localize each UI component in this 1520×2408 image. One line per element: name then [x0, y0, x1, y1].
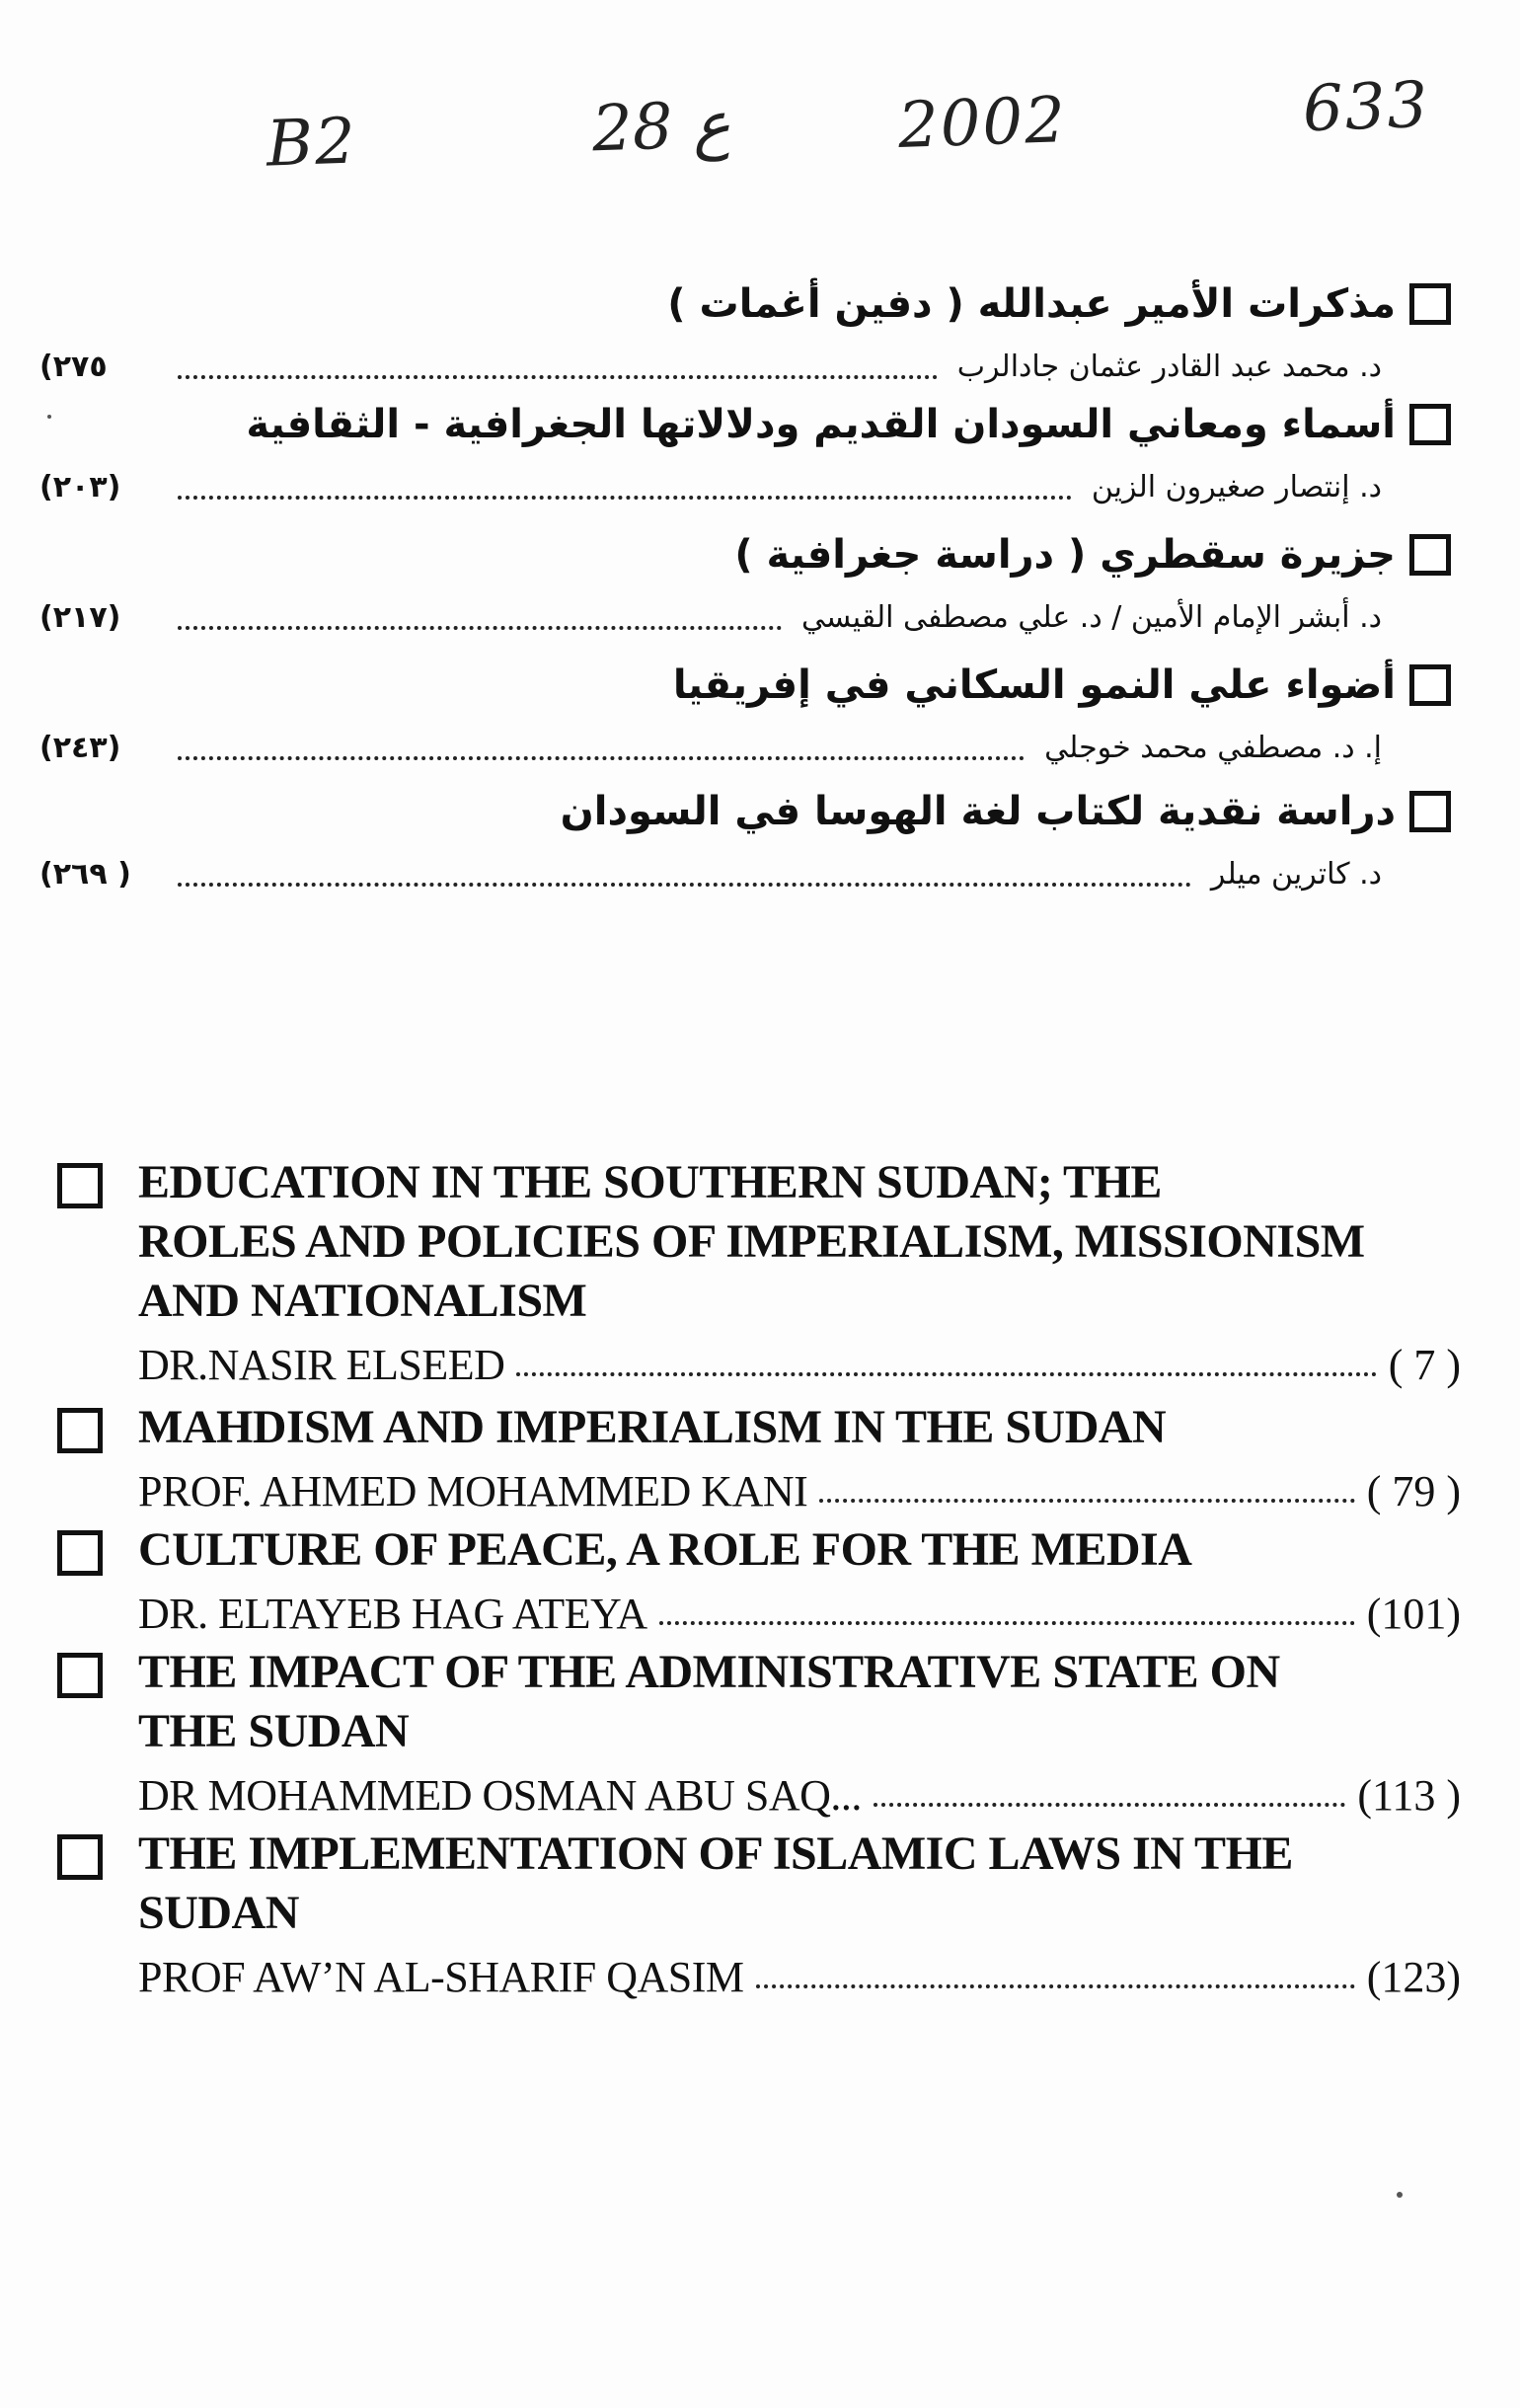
arabic-entry-author: د. أبشر الإمام الأمين / د. علي مصطفى القيسي — [800, 599, 1382, 635]
english-entry-page: (123) — [1366, 1953, 1461, 2001]
arabic-entry-page: (٢٧٥ — [39, 349, 108, 384]
english-entry-title: THE IMPACT OF THE ADMINISTRATIVE STATE ON THE SUDAN — [138, 1646, 1280, 1757]
checkbox[interactable] — [57, 1653, 103, 1698]
checkbox[interactable] — [57, 1163, 103, 1208]
english-entry-author: PROF AW’N AL-SHARIF QASIM — [138, 1953, 744, 2001]
dot-leader — [178, 474, 1072, 500]
arabic-entry-title: جزيرة سقطري ( دراسة جغرافية ) — [734, 532, 1396, 578]
english-entry-author: DR.NASIR ELSEED — [138, 1341, 505, 1389]
arabic-entry-title: أضواء علي النمو السكاني في إفريقيا — [672, 662, 1396, 708]
dot-leader — [178, 861, 1191, 887]
arabic-entry-title: مذكرات الأمير عبدالله ( دفين أغمات ) — [667, 281, 1396, 327]
arabic-entry-title: أسماء ومعاني السودان القديم ودلالاتها الجغرافية - الثقافية — [246, 402, 1396, 447]
english-entry-author: DR MOHAMMED OSMAN ABU SAQ... — [138, 1771, 862, 1820]
arabic-entry-author: د. محمد عبد القادر عثمان جادالرب — [956, 349, 1382, 384]
english-entry-page: (101) — [1366, 1590, 1461, 1638]
arabic-entry-page: (٢٠٣) — [39, 469, 121, 505]
english-entry-author: DR. ELTAYEB HAG ATEYA — [138, 1590, 647, 1638]
dot-leader — [659, 1621, 1355, 1625]
dot-leader — [819, 1499, 1354, 1503]
checkbox[interactable] — [1409, 791, 1451, 832]
scan-speck — [1397, 2192, 1403, 2198]
arabic-entry-author: إ. د. مصطفي محمد خوجلي — [1044, 730, 1382, 765]
handwritten-number: 633 — [1301, 68, 1431, 147]
handwritten-volume: 28 ع — [590, 88, 732, 167]
english-entry-page: (113 ) — [1357, 1771, 1461, 1820]
dot-leader — [516, 1372, 1376, 1376]
dot-leader — [756, 1984, 1355, 1988]
arabic-entry-title: دراسة نقدية لكتاب لغة الهوسا في السودان — [560, 789, 1396, 834]
handwritten-series: B2 — [265, 105, 359, 182]
english-entry-page: ( 7 ) — [1388, 1341, 1461, 1389]
dot-leader — [178, 604, 782, 630]
checkbox[interactable] — [1409, 664, 1451, 706]
english-entry-title: MAHDISM AND IMPERIALISM IN THE SUDAN — [138, 1401, 1167, 1453]
dot-leader — [178, 735, 1025, 760]
arabic-entry-page: (٢٦٩ ) — [39, 856, 131, 892]
english-entry-title: EDUCATION IN THE SOUTHERN SUDAN; THE ROLES AND POLICIES OF IMPERIALISM, MISSIONISM AND NATIONALISM — [138, 1156, 1365, 1327]
english-entry-title: CULTURE OF PEACE, A ROLE FOR THE MEDIA — [138, 1523, 1192, 1576]
handwritten-year: 2002 — [896, 84, 1069, 163]
arabic-entry-page: (٢١٧) — [39, 599, 121, 635]
arabic-entry-author: د. كاترين ميلر — [1210, 856, 1382, 892]
dot-leader — [178, 353, 938, 379]
checkbox[interactable] — [1409, 283, 1451, 325]
english-entry-author: PROF. AHMED MOHAMMED KANI — [138, 1467, 808, 1515]
checkbox[interactable] — [57, 1834, 103, 1880]
scan-speck — [47, 415, 51, 419]
dot-leader — [874, 1803, 1345, 1807]
checkbox[interactable] — [57, 1530, 103, 1576]
checkbox[interactable] — [1409, 534, 1451, 576]
checkbox[interactable] — [57, 1408, 103, 1453]
arabic-entry-page: (٢٤٣) — [39, 730, 121, 765]
english-entry-title: THE IMPLEMENTATION OF ISLAMIC LAWS IN THE SUDAN — [138, 1827, 1293, 1939]
arabic-entry-author: د. إنتصار صغيرون الزين — [1091, 469, 1382, 505]
english-entry-page: ( 79 ) — [1366, 1467, 1461, 1515]
checkbox[interactable] — [1409, 404, 1451, 445]
